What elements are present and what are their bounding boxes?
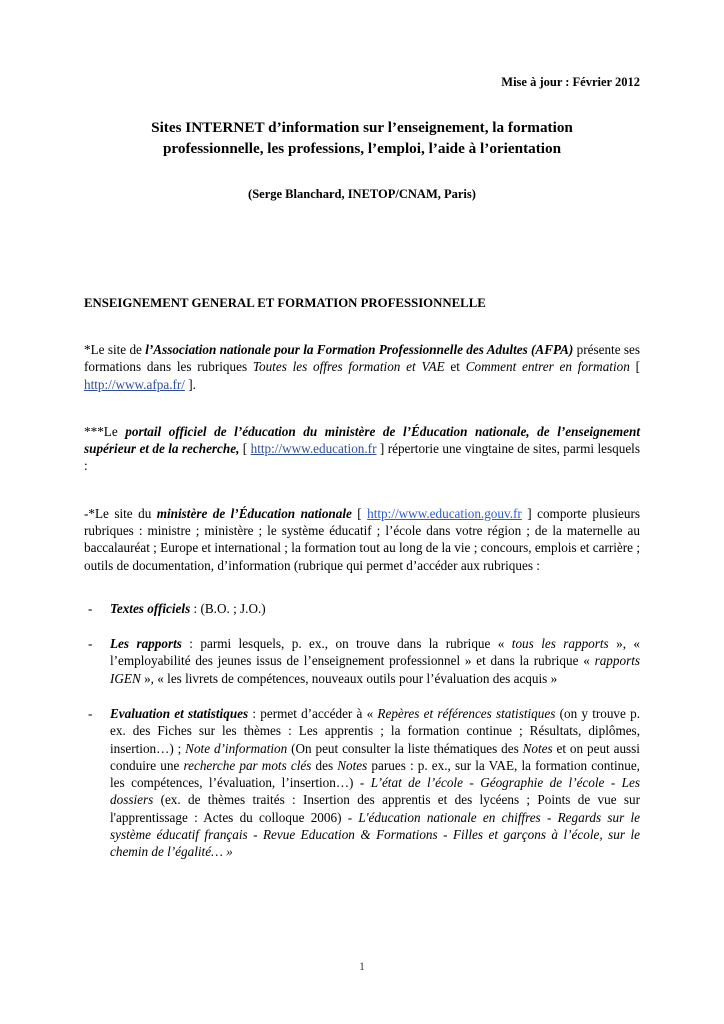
portail-lead: Le xyxy=(103,423,126,439)
page-title-line-2: professionnelle, les professions, l’emploi, l’aide à l’orientation xyxy=(162,140,562,158)
list-item-evaluation-statistiques xyxy=(84,705,640,861)
afpa-marker: * xyxy=(84,342,91,358)
evaluation-i5: Notes xyxy=(337,757,368,773)
evaluation-i2: Note d’information xyxy=(185,740,288,756)
bullet-dash-icon: - xyxy=(88,600,93,616)
ministere-website-link[interactable]: http://www.education.gouv.fr xyxy=(367,505,522,521)
evaluation-i3: Notes xyxy=(522,740,553,756)
les-rapports-body-2: », « l’employabilité des jeunes issus de l’enseignement professionnel » et dans la rubrique « xyxy=(110,636,640,669)
evaluation-i7: L'éducation nationale en chiffres - Regards sur le système éducatif français - Revue Education & Formations - Filles et garçons à l’école, sur le chemin de l’égalité… » xyxy=(110,809,640,860)
ministere-bracket-close: ] xyxy=(521,505,538,521)
paragraph-afpa xyxy=(84,341,640,393)
evaluation-b2: (on y trouve p. ex. des Fiches sur les thèmes : Les apprentis ; la formation continue ; Résultats, diplômes, insertion…) ; xyxy=(110,705,640,756)
bullet-dash-icon: - xyxy=(88,636,93,652)
list-item-les-rapports-text xyxy=(110,635,640,687)
ministere-marker: -* xyxy=(84,505,95,521)
page-title-line-1: Sites INTERNET d’information sur l’enseignement, la formation xyxy=(151,118,573,136)
portail-org-name: portail officiel de l’éducation du ministère de l’Éducation nationale, de l’enseignement supérieur et de la recherche, xyxy=(84,423,640,457)
portail-marker: *** xyxy=(84,423,104,439)
portail-bracket-close: ] xyxy=(376,441,388,457)
list-item-les-rapports xyxy=(84,635,640,687)
les-rapports-body-3: », « les livrets de compétences, nouveaux outils pour l’évaluation des acquis » xyxy=(140,670,558,686)
list-item-evaluation-statistiques-text xyxy=(110,705,640,861)
afpa-mid-1: présente ses formations dans les rubriques xyxy=(84,342,640,375)
ministere-tail: comporte plusieurs rubriques : ministre ; ministère ; le système éducatif ; l’école dans votre région ; de la maternelle au baccalauréat ; Europe et international ; la formation tout au long de la vie ; concours, emplois et carrière ; outils de documentation, d’information (rubrique qui permet d’accéder aux rubriques : xyxy=(84,505,640,573)
evaluation-i1: Repères et références statistiques xyxy=(377,705,556,721)
afpa-bracket-open: [ xyxy=(629,359,640,375)
afpa-mid-2: et xyxy=(444,359,466,375)
afpa-website-link[interactable]: http://www.afpa.fr/ xyxy=(84,376,185,392)
textes-officiels-body: : (B.O. ; J.O.) xyxy=(190,600,266,616)
afpa-bracket-close: ]. xyxy=(184,376,196,392)
page-title xyxy=(84,117,640,160)
rubriques-list xyxy=(84,600,640,861)
afpa-org-name: l’Association nationale pour la Formation Professionnelle des Adultes (AFPA) xyxy=(145,342,574,358)
textes-officiels-title: Textes officiels xyxy=(110,600,191,616)
les-rapports-italic-2: rapports IGEN xyxy=(110,653,640,686)
portail-bracket-open: [ xyxy=(239,441,251,457)
les-rapports-title: Les rapports xyxy=(110,636,182,652)
les-rapports-italic-1: tous les rapports xyxy=(511,636,609,652)
ministere-org-name: ministère de l’Éducation nationale xyxy=(156,505,352,521)
document-author: (Serge Blanchard, INETOP/CNAM, Paris) xyxy=(248,186,476,201)
paragraph-portail xyxy=(84,423,640,475)
portail-tail: répertorie une vingtaine de sites, parmi lesquels : xyxy=(84,441,640,474)
afpa-rubric-2: Comment entrer en formation xyxy=(465,359,630,375)
evaluation-b1: : permet d’accéder à « xyxy=(248,705,378,721)
afpa-lead: Le site de xyxy=(90,342,146,358)
document-content xyxy=(84,0,640,861)
les-rapports-body-1: : parmi lesquels, p. ex., on trouve dans la rubrique « xyxy=(181,636,512,652)
evaluation-b3: (On peut consulter la liste thématiques des xyxy=(287,740,523,756)
evaluation-b7: (ex. de thèmes traités : Insertion des apprentis et des lycéens ; Points de vue sur l'apprentissage : Actes du colloque 2006) - xyxy=(110,792,640,825)
evaluation-b6: parues : p. ex., sur la VAE, la formation continue, les compétences, l’évaluation, l’insertion…) - xyxy=(110,757,640,791)
section-heading: ENSEIGNEMENT GENERAL ET FORMATION PROFESSIONNELLE xyxy=(84,296,486,311)
ministere-bracket-open: [ xyxy=(351,505,368,521)
page-number: 1 xyxy=(359,961,365,973)
evaluation-statistiques-title: Evaluation et statistiques xyxy=(110,705,249,721)
bullet-dash-icon: - xyxy=(88,705,93,721)
evaluation-i4: recherche par mots clés xyxy=(183,757,312,773)
afpa-rubric-1: Toutes les offres formation et VAE xyxy=(252,359,445,375)
list-item-textes-officiels xyxy=(84,600,640,617)
portail-website-link[interactable]: http://www.education.fr xyxy=(250,441,377,457)
evaluation-i6: L’état de l’école - Géographie de l’école - Les dossiers xyxy=(110,775,640,808)
list-item-textes-officiels-text xyxy=(110,600,640,617)
evaluation-b5: des xyxy=(311,757,338,773)
ministere-lead: Le site du xyxy=(95,505,157,521)
update-notice: Mise à jour : Février 2012 xyxy=(501,75,640,89)
evaluation-b4: et on peut aussi conduire une xyxy=(110,740,640,773)
paragraph-ministere xyxy=(84,505,640,574)
